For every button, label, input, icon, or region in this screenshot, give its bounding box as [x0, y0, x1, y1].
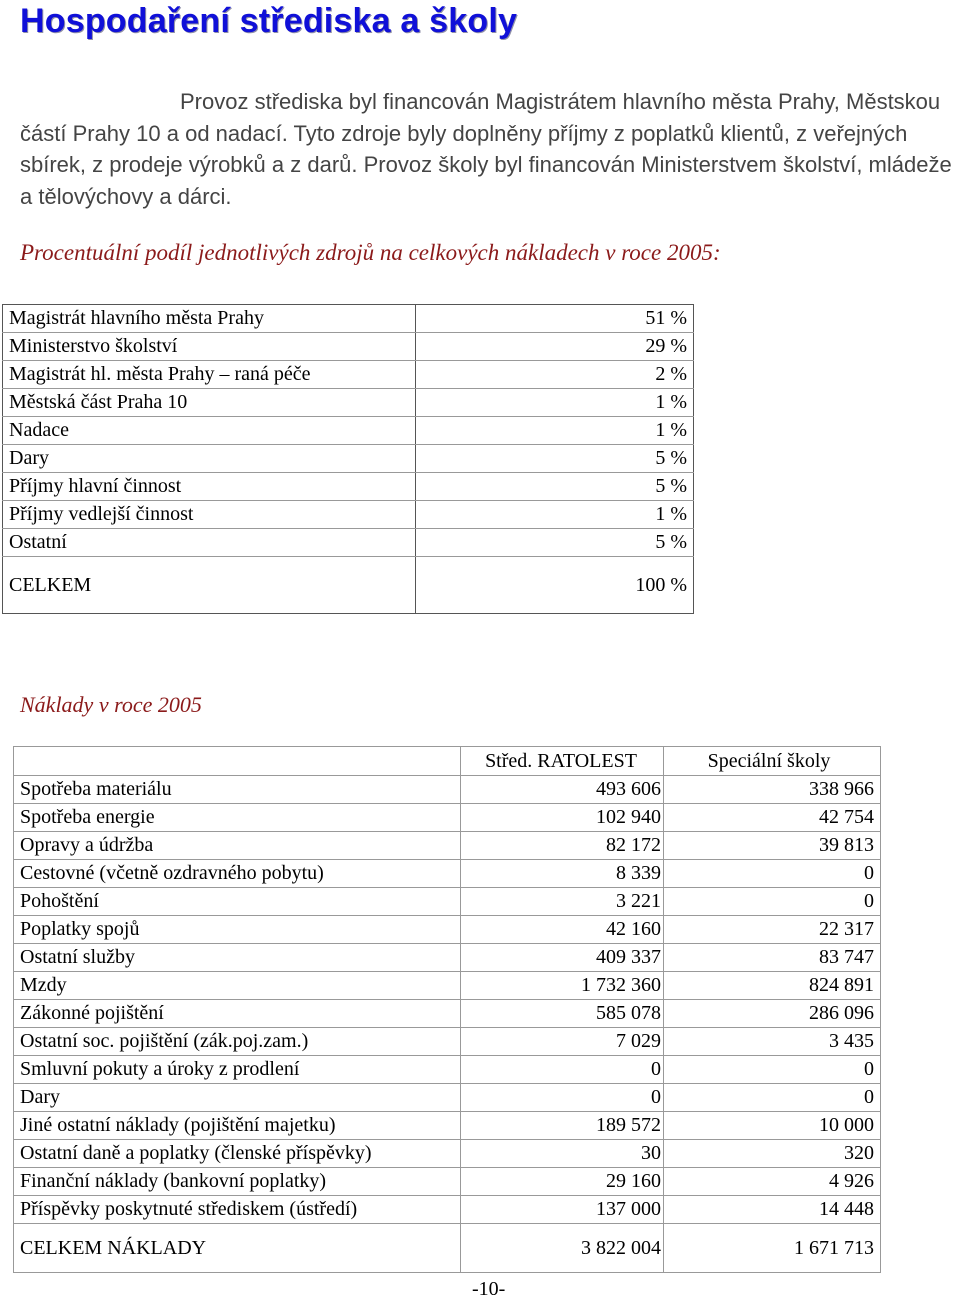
cost-item-name: Ostatní služby [14, 944, 461, 972]
source-name: Městská část Praha 10 [3, 389, 416, 417]
source-row [3, 529, 694, 557]
cost-ratolest-value: 29 160 [461, 1168, 664, 1196]
source-percent: 29 % [416, 333, 694, 361]
cost-item-name: Smluvní pokuty a úroky z prodlení [14, 1056, 461, 1084]
cost-ratolest-value: 189 572 [461, 1112, 664, 1140]
costs-table [13, 746, 881, 1273]
cost-ratolest-value: 82 172 [461, 832, 664, 860]
cost-row [14, 1112, 881, 1140]
costs-total-ratolest: 3 822 004 [461, 1224, 664, 1273]
costs-header-row [14, 747, 881, 776]
cost-ratolest-value: 30 [461, 1140, 664, 1168]
cost-row [14, 1196, 881, 1224]
source-row [3, 333, 694, 361]
costs-heading: Náklady v roce 2005 [20, 692, 202, 717]
cost-ratolest-value: 8 339 [461, 860, 664, 888]
sources-heading: Procentuální podíl jednotlivých zdrojů na celkových nákladech v roce 2005: [20, 240, 721, 265]
cost-ratolest-value: 0 [461, 1084, 664, 1112]
costs-total-special-schools: 1 671 713 [664, 1224, 881, 1273]
cost-special-schools-value: 286 096 [664, 1000, 881, 1028]
cost-row [14, 776, 881, 804]
source-percent: 5 % [416, 473, 694, 501]
cost-item-name: Pohoštění [14, 888, 461, 916]
source-row [3, 501, 694, 529]
cost-special-schools-value: 14 448 [664, 1196, 881, 1224]
source-name: Magistrát hlavního města Prahy [3, 305, 416, 333]
source-name: Ostatní [3, 529, 416, 557]
cost-ratolest-value: 7 029 [461, 1028, 664, 1056]
cost-item-name: Opravy a údržba [14, 832, 461, 860]
cost-ratolest-value: 102 940 [461, 804, 664, 832]
column-header-ratolest: Střed. RATOLEST [461, 747, 664, 776]
source-row [3, 361, 694, 389]
costs-total-row [14, 1224, 881, 1273]
cost-item-name: Příspěvky poskytnuté střediskem (ústředí) [14, 1196, 461, 1224]
cost-row [14, 944, 881, 972]
cost-ratolest-value: 585 078 [461, 1000, 664, 1028]
cost-item-name: Mzdy [14, 972, 461, 1000]
source-row [3, 305, 694, 333]
sources-total-row [3, 557, 694, 614]
cost-item-name: Ostatní daně a poplatky (členské příspěvky) [14, 1140, 461, 1168]
source-name: Příjmy hlavní činnost [3, 473, 416, 501]
source-percent: 5 % [416, 529, 694, 557]
cost-row [14, 860, 881, 888]
page-number: -10- [472, 1278, 506, 1300]
cost-special-schools-value: 22 317 [664, 916, 881, 944]
source-row [3, 417, 694, 445]
cost-row [14, 972, 881, 1000]
source-row [3, 445, 694, 473]
source-name: Příjmy vedlejší činnost [3, 501, 416, 529]
cost-special-schools-value: 39 813 [664, 832, 881, 860]
cost-special-schools-value: 320 [664, 1140, 881, 1168]
cost-special-schools-value: 83 747 [664, 944, 881, 972]
cost-item-name: Spotřeba energie [14, 804, 461, 832]
cost-item-name: Cestovné (včetně ozdravného pobytu) [14, 860, 461, 888]
cost-item-name: Poplatky spojů [14, 916, 461, 944]
cost-row [14, 1028, 881, 1056]
cost-special-schools-value: 0 [664, 860, 881, 888]
cost-item-name: Zákonné pojištění [14, 1000, 461, 1028]
intro-paragraph: Provoz střediska byl financován Magistrátem hlavního města Prahy, Městskou částí Prahy 10 a od nadací. Tyto zdroje byly doplněny příjmy z poplatků klientů, z veřejných sbírek, z prodeje výrobků a z darů. Provoz školy byl financován Ministerstvem školství, mládeže a tělovýchovy a dárci. [20, 89, 952, 209]
cost-special-schools-value: 42 754 [664, 804, 881, 832]
cost-row [14, 1056, 881, 1084]
cost-special-schools-value: 338 966 [664, 776, 881, 804]
sources-total-label: CELKEM [3, 557, 416, 614]
cost-item-name: Dary [14, 1084, 461, 1112]
source-name: Dary [3, 445, 416, 473]
cost-row [14, 804, 881, 832]
cost-ratolest-value: 3 221 [461, 888, 664, 916]
cost-row [14, 1084, 881, 1112]
cost-special-schools-value: 824 891 [664, 972, 881, 1000]
source-name: Nadace [3, 417, 416, 445]
cost-ratolest-value: 493 606 [461, 776, 664, 804]
source-percent: 1 % [416, 417, 694, 445]
source-row [3, 473, 694, 501]
page-title: Hospodaření střediska a školy [20, 2, 518, 40]
source-percent: 5 % [416, 445, 694, 473]
source-percent: 2 % [416, 361, 694, 389]
cost-special-schools-value: 0 [664, 888, 881, 916]
cost-row [14, 888, 881, 916]
source-percent: 1 % [416, 389, 694, 417]
cost-row [14, 1168, 881, 1196]
cost-special-schools-value: 0 [664, 1056, 881, 1084]
cost-special-schools-value: 10 000 [664, 1112, 881, 1140]
source-name: Magistrát hl. města Prahy – raná péče [3, 361, 416, 389]
cost-special-schools-value: 4 926 [664, 1168, 881, 1196]
column-header-special-schools: Speciální školy [664, 747, 881, 776]
cost-ratolest-value: 1 732 360 [461, 972, 664, 1000]
costs-header-empty [14, 747, 461, 776]
cost-special-schools-value: 3 435 [664, 1028, 881, 1056]
source-percent: 1 % [416, 501, 694, 529]
source-name: Ministerstvo školství [3, 333, 416, 361]
source-percent: 51 % [416, 305, 694, 333]
costs-total-label: CELKEM NÁKLADY [14, 1224, 461, 1273]
cost-row [14, 1000, 881, 1028]
cost-ratolest-value: 409 337 [461, 944, 664, 972]
cost-item-name: Ostatní soc. pojištění (zák.poj.zam.) [14, 1028, 461, 1056]
cost-item-name: Jiné ostatní náklady (pojištění majetku) [14, 1112, 461, 1140]
cost-special-schools-value: 0 [664, 1084, 881, 1112]
funding-sources-table [2, 304, 694, 614]
cost-row [14, 1140, 881, 1168]
cost-ratolest-value: 0 [461, 1056, 664, 1084]
cost-item-name: Finanční náklady (bankovní poplatky) [14, 1168, 461, 1196]
cost-row [14, 916, 881, 944]
cost-item-name: Spotřeba materiálu [14, 776, 461, 804]
cost-ratolest-value: 137 000 [461, 1196, 664, 1224]
cost-row [14, 832, 881, 860]
source-row [3, 389, 694, 417]
cost-ratolest-value: 42 160 [461, 916, 664, 944]
sources-total-percent: 100 % [635, 573, 687, 596]
